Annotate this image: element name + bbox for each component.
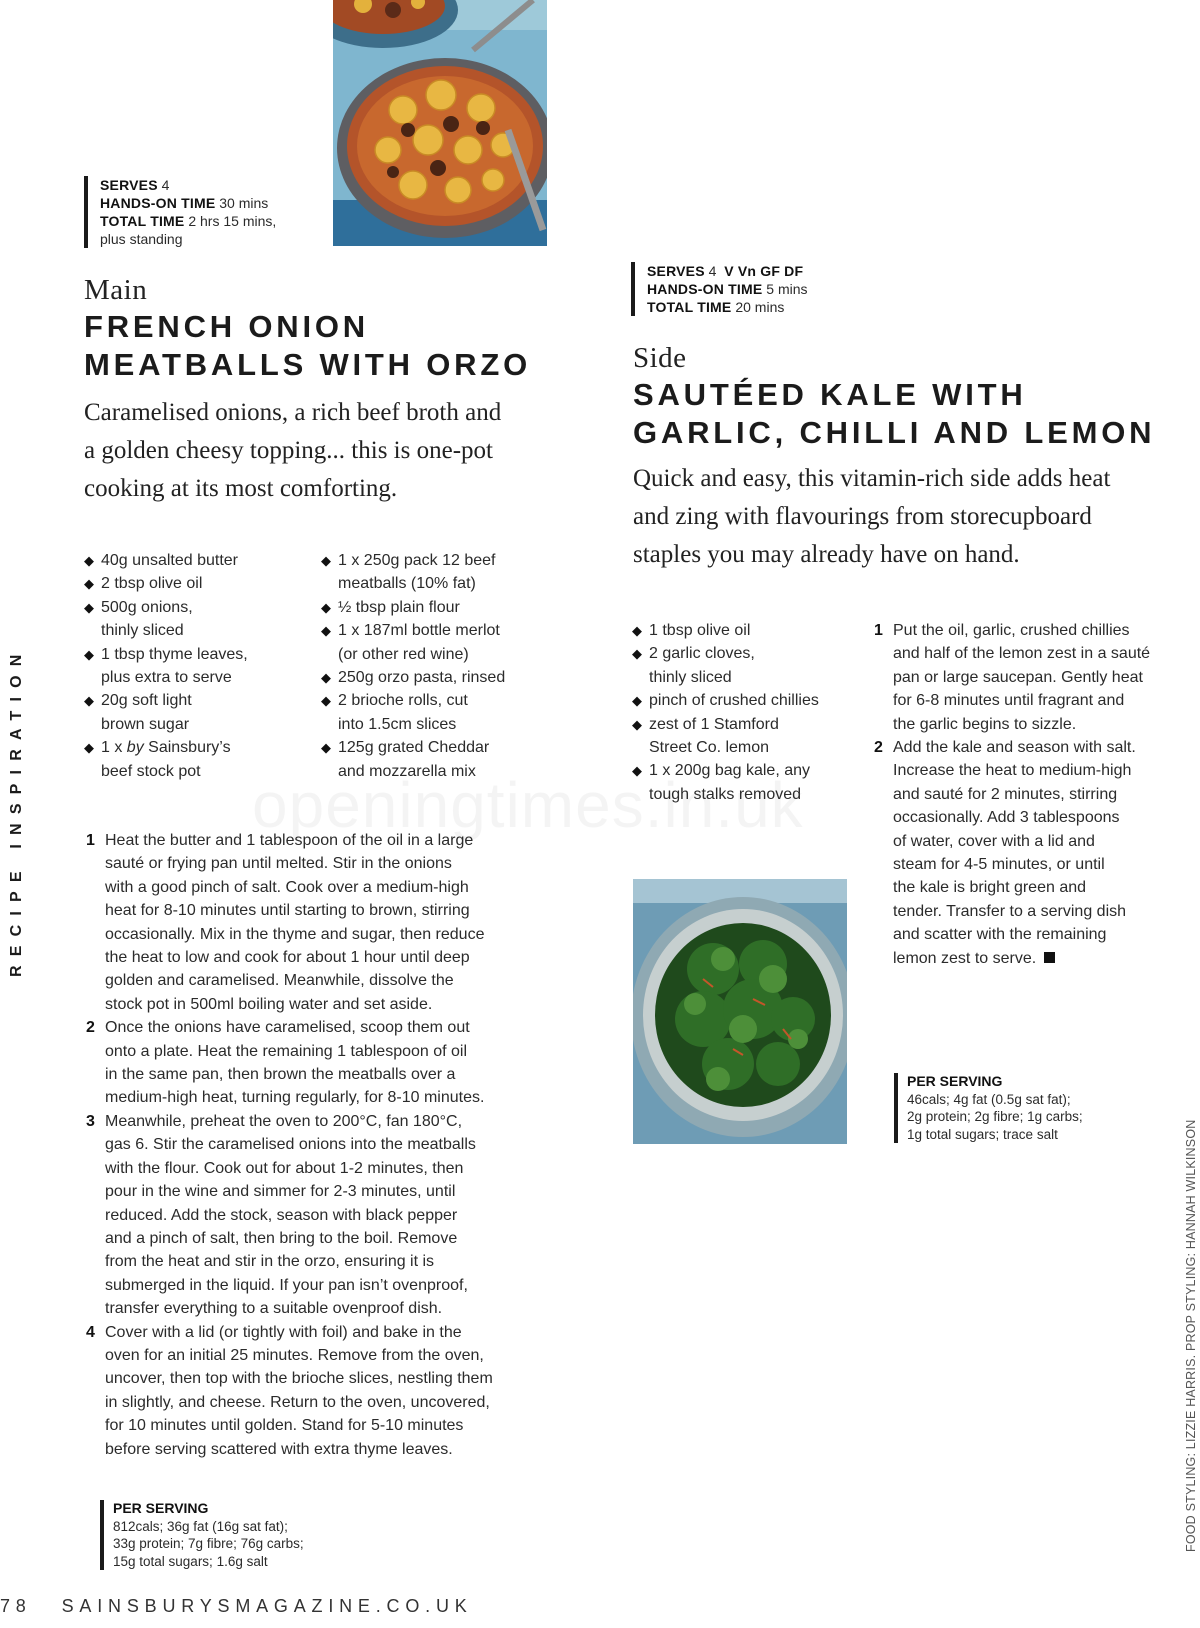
step-line: of water, cover with a lid and — [893, 832, 1095, 850]
footer-site: SAINSBURYSMAGAZINE.CO.UK — [61, 1596, 473, 1616]
step-line: the garlic begins to sizzle. — [893, 715, 1077, 733]
step-line: Meanwhile, preheat the oven to 200°C, fan 180°C, — [105, 1112, 463, 1130]
side-recipe-meta — [631, 262, 808, 316]
step-line: Put the oil, garlic, crushed chillies — [893, 622, 1130, 639]
step-line: and sauté for 2 minutes, stirring — [893, 785, 1118, 803]
step-line: transfer everything to a suitable ovenproof dish. — [105, 1300, 443, 1318]
step-line: submerged in the liquid. If your pan isn’t ovenproof, — [105, 1276, 468, 1294]
total-time-label: TOTAL TIME — [100, 213, 185, 229]
intro-line: a golden cheesy topping... this is one-pot — [84, 437, 493, 464]
step-line: and a pinch of salt, then bring to the boil. Remove — [105, 1229, 458, 1247]
step-line: tender. Transfer to a serving dish — [893, 902, 1127, 920]
step-line: with a good pinch of salt. Cook over a medium-high — [105, 878, 469, 896]
step-line: from the heat and stir in the orzo, ensuring it is — [105, 1253, 435, 1271]
ingredient-item: ◆ 1 tbsp olive oil — [632, 622, 751, 639]
step-line: onto a plate. Heat the remaining 1 tablespoon of oil — [105, 1042, 468, 1060]
ingredient-item: ◆ ½ tbsp plain flour — [321, 598, 460, 616]
step-line: Increase the heat to medium-high — [893, 762, 1132, 780]
step-number: 4 — [86, 1323, 95, 1341]
hands-on-value: 30 mins — [219, 195, 269, 211]
total-time-value: 2 hrs 15 mins, — [188, 213, 277, 229]
step-line: uncover, then top with the brioche slices, nestling them — [105, 1370, 493, 1388]
total-time-label: TOTAL TIME — [647, 299, 732, 315]
step-number: 2 — [874, 739, 883, 757]
main-ingredients-col1 — [84, 549, 314, 783]
main-recipe-intro — [84, 394, 501, 508]
title-line: SAUTÉED KALE WITH — [633, 377, 1027, 412]
intro-line: Quick and easy, this vitamin-rich side adds heat — [633, 465, 1111, 492]
step-line: and half of the lemon zest in a sauté — [893, 645, 1151, 663]
title-line: MEATBALLS WITH ORZO — [84, 347, 532, 382]
step-line: the kale is bright green and — [893, 879, 1087, 897]
main-method-list — [86, 829, 546, 1461]
ingredient-item: ◆ 2 garlic cloves, thinly sliced — [632, 645, 755, 686]
side-ingredients — [632, 619, 862, 806]
step-line: medium-high heat, turning regularly, for 8-10 minutes. — [105, 1089, 485, 1107]
method-step — [86, 1016, 546, 1110]
ingredient-item: ◆ 500g onions, thinly sliced — [84, 598, 193, 640]
ingredient-item: ◆ pinch of crushed chillies — [632, 692, 819, 710]
nutrition-line: 1g total sugars; trace salt — [907, 1126, 1058, 1142]
step-line: sauté or frying pan until melted. Stir in the onions — [105, 855, 452, 873]
method-step — [874, 736, 1174, 970]
step-line: reduced. Add the stock, season with black pepper — [105, 1206, 458, 1224]
intro-line: staples you may already have on hand. — [633, 541, 1020, 568]
nutrition-line: 15g total sugars; 1.6g salt — [113, 1553, 268, 1569]
method-step — [86, 829, 546, 1016]
serves-value: 4 — [161, 177, 170, 193]
serves-label: SERVES — [100, 177, 158, 193]
step-line: in slightly, and cheese. Return to the oven, uncovered, — [105, 1393, 490, 1411]
ingredient-item: ◆ 1 x 187ml bottle merlot (or other red wine) — [321, 622, 500, 663]
step-line: the heat to low and cook for about 1 hour until deep — [105, 949, 470, 967]
photo-credits: FOOD STYLING: LIZZIE HARRIS. PROP STYLING: HANNAH WILKINSON — [1184, 1119, 1198, 1552]
method-step — [86, 1321, 546, 1461]
step-line: heat for 8-10 minutes until starting to brown, stirring — [105, 902, 470, 920]
side-recipe-intro — [633, 460, 1110, 574]
step-line: steam for 4-5 minutes, or until — [893, 856, 1105, 874]
hands-on-value: 5 mins — [766, 281, 808, 297]
ingredient-item: ◆ 40g unsalted butter — [84, 552, 238, 569]
step-number: 1 — [874, 622, 883, 639]
main-recipe-title — [84, 308, 531, 384]
step-line: stock pot in 500ml boiling water and set aside. — [105, 995, 433, 1013]
side-method-list — [874, 619, 1174, 970]
intro-line: cooking at its most comforting. — [84, 475, 398, 502]
nutrition-line: 33g protein; 7g fibre; 76g carbs; — [113, 1536, 304, 1551]
step-line: Once the onions have caramelised, scoop them out — [105, 1019, 470, 1037]
kale-photo — [633, 879, 847, 1144]
total-time-note: plus standing — [100, 231, 183, 247]
method-step — [874, 619, 1174, 736]
ingredient-item: ◆ 1 x by Sainsbury’s beef stock pot — [84, 739, 231, 780]
step-line: gas 6. Stir the caramelised onions into the meatballs — [105, 1136, 476, 1154]
page-number: 78 — [0, 1596, 32, 1616]
step-line: Add the kale and season with salt. — [893, 739, 1136, 757]
step-line: oven for an initial 25 minutes. Remove from the oven, — [105, 1346, 484, 1364]
ingredient-item: ◆ 2 brioche rolls, cut into 1.5cm slices — [321, 692, 468, 733]
step-line: and scatter with the remaining — [893, 926, 1107, 944]
ingredient-item: ◆ 125g grated Cheddar and mozzarella mix — [321, 739, 490, 780]
title-line: GARLIC, CHILLI AND LEMON — [633, 415, 1156, 450]
step-line: in the same pan, then brown the meatballs over a — [105, 1066, 456, 1084]
side-recipe-title — [633, 376, 1155, 452]
ingredient-item: ◆ 250g orzo pasta, rinsed — [321, 669, 506, 687]
step-number: 2 — [86, 1019, 95, 1037]
intro-line: Caramelised onions, a rich beef broth and — [84, 399, 502, 426]
nutrition-label: PER SERVING — [907, 1073, 1003, 1089]
diet-tags: V Vn GF DF — [724, 263, 804, 279]
step-line: golden and caramelised. Meanwhile, dissolve the — [105, 972, 454, 990]
method-step — [86, 1110, 546, 1321]
end-mark — [1044, 952, 1055, 963]
serves-label: SERVES — [647, 263, 705, 279]
ingredient-item: ◆ 20g soft light brown sugar — [84, 692, 192, 733]
step-line: pan or large saucepan. Gently heat — [893, 668, 1143, 686]
meatballs-photo — [333, 0, 547, 246]
step-line: Heat the butter and 1 tablespoon of the oil in a large — [105, 832, 474, 849]
step-line: occasionally. Add 3 tablespoons — [893, 809, 1120, 827]
step-line: for 10 minutes until golden. Stand for 5-10 minutes — [105, 1417, 464, 1435]
hands-on-label: HANDS-ON TIME — [100, 195, 216, 211]
step-number: 1 — [86, 832, 95, 849]
intro-line: and zing with flavourings from storecupboard — [633, 503, 1092, 530]
step-line: Cover with a lid (or tightly with foil) and bake in the — [105, 1323, 462, 1341]
step-line: lemon zest to serve. — [893, 949, 1037, 967]
nutrition-line: 812cals; 36g fat (16g sat fat); — [113, 1518, 288, 1534]
total-time-value: 20 mins — [735, 299, 785, 315]
step-line: occasionally. Mix in the thyme and sugar, then reduce — [105, 925, 485, 943]
step-line: before serving scattered with extra thyme leaves. — [105, 1440, 453, 1458]
main-nutrition — [100, 1500, 304, 1570]
step-line: for 6-8 minutes until fragrant and — [893, 692, 1125, 710]
main-recipe-meta — [84, 176, 276, 248]
step-line: with the flour. Cook out for about 1-2 minutes, then — [105, 1159, 464, 1177]
page-footer — [0, 1596, 473, 1617]
section-label: RECIPE INSPIRATION — [8, 645, 25, 977]
ingredient-item: ◆ 1 tbsp thyme leaves, plus extra to serve — [84, 645, 248, 687]
serves-value: 4 — [708, 263, 717, 279]
title-line: FRENCH ONION — [84, 309, 369, 344]
side-nutrition — [894, 1073, 1083, 1143]
nutrition-line: 46cals; 4g fat (0.5g sat fat); — [907, 1091, 1071, 1107]
side-course-label: Side — [633, 342, 687, 374]
step-number: 3 — [86, 1112, 95, 1130]
nutrition-label: PER SERVING — [113, 1500, 209, 1516]
ingredient-item: ◆ 1 x 200g bag kale, any tough stalks removed — [632, 762, 811, 803]
step-line: pour in the wine and simmer for 2-3 minutes, until — [105, 1183, 456, 1201]
ingredient-item: ◆ 1 x 250g pack 12 beef meatballs (10% fat) — [321, 552, 496, 593]
hands-on-label: HANDS-ON TIME — [647, 281, 763, 297]
ingredient-item: ◆ zest of 1 Stamford Street Co. lemon — [632, 715, 779, 757]
ingredient-item: ◆ 2 tbsp olive oil — [84, 575, 203, 593]
main-course-label: Main — [84, 274, 148, 306]
main-ingredients-col2 — [321, 549, 551, 783]
nutrition-line: 2g protein; 2g fibre; 1g carbs; — [907, 1109, 1083, 1124]
